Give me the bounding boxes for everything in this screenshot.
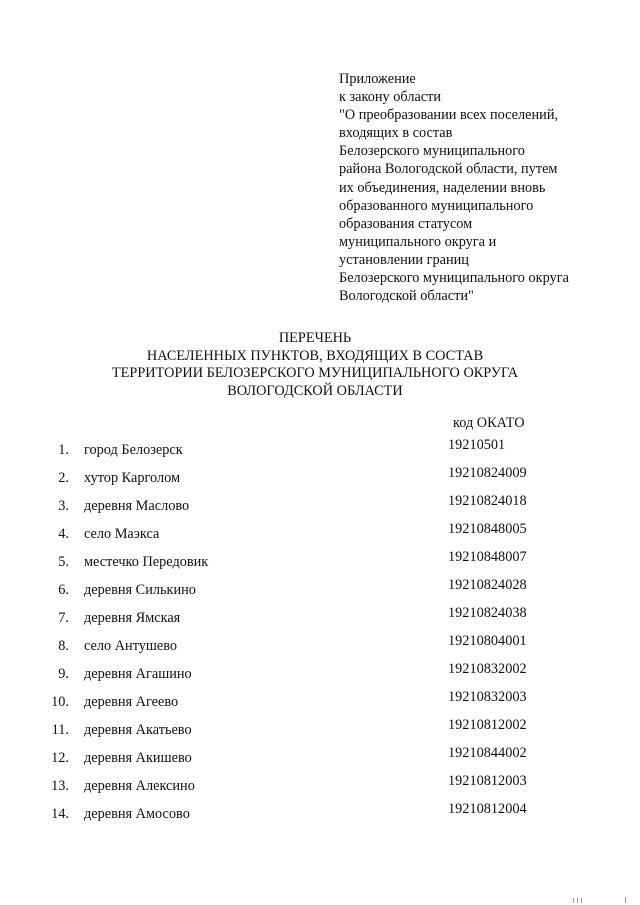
list-item xyxy=(0,493,640,516)
appendix-line: "О преобразовании всех поселений, xyxy=(339,107,559,124)
item-number: 14. xyxy=(51,806,69,822)
appendix-line: к закону области xyxy=(339,89,442,106)
item-number: 8. xyxy=(58,638,69,654)
settlement-name: деревня Ямская xyxy=(84,610,181,626)
list-item xyxy=(0,717,640,740)
settlement-name: село Антушево xyxy=(84,638,178,654)
scan-artifact xyxy=(577,898,578,903)
appendix-line: их объединения, наделении вновь xyxy=(339,179,546,196)
item-number: 10. xyxy=(51,694,69,710)
title-line: ТЕРРИТОРИИ БЕЛОЗЕРСКОГО МУНИЦИПАЛЬНОГО ОКРУГА xyxy=(111,365,519,382)
title-line: ВОЛОГОДСКОЙ ОБЛАСТИ xyxy=(227,382,403,399)
item-number: 7. xyxy=(58,610,69,626)
scan-artifact xyxy=(573,898,574,903)
item-number: 11. xyxy=(51,722,69,738)
list-item xyxy=(0,549,640,572)
okato-code: 19210501 xyxy=(448,437,506,453)
okato-code: 19210824038 xyxy=(448,605,527,621)
item-number: 5. xyxy=(58,554,69,570)
okato-code: 19210804001 xyxy=(448,633,527,649)
settlement-name: деревня Акатьево xyxy=(84,722,192,738)
item-number: 6. xyxy=(58,582,69,598)
okato-code: 19210848005 xyxy=(448,521,527,537)
item-number: 1. xyxy=(58,442,69,458)
okato-code: 19210832003 xyxy=(448,689,527,705)
document-title xyxy=(60,330,570,400)
list-item xyxy=(0,661,640,684)
title-line: ПЕРЕЧЕНЬ xyxy=(278,330,352,346)
list-item xyxy=(0,773,640,796)
okato-code: 19210832002 xyxy=(448,661,527,677)
okato-code: 19210824009 xyxy=(448,465,527,481)
appendix-line: Приложение xyxy=(339,71,416,87)
okato-code: 19210848007 xyxy=(448,549,527,565)
okato-code: 19210844002 xyxy=(448,745,527,761)
okato-code: 19210812003 xyxy=(448,773,527,789)
appendix-line: образования статусом xyxy=(339,215,473,232)
okato-code: 19210812004 xyxy=(448,801,527,817)
list-item xyxy=(0,437,640,460)
list-item xyxy=(0,801,640,824)
item-number: 12. xyxy=(51,750,69,766)
settlement-name: город Белозерск xyxy=(84,442,183,458)
scan-artifact xyxy=(581,898,582,903)
list-item xyxy=(0,745,640,768)
item-number: 4. xyxy=(58,526,69,542)
settlement-name: хутор Карголом xyxy=(84,470,181,486)
title-line: НАСЕЛЕННЫХ ПУНКТОВ, ВХОДЯЩИХ В СОСТАВ xyxy=(146,347,484,364)
appendix-line: образованного муниципального xyxy=(339,197,534,214)
item-number: 2. xyxy=(58,470,69,486)
scan-artifact xyxy=(625,897,626,903)
settlement-name: село Маэкса xyxy=(84,526,160,542)
okato-column-header: код ОКАТО xyxy=(453,415,525,431)
settlement-name: деревня Агашино xyxy=(84,666,192,682)
item-number: 9. xyxy=(58,666,69,682)
okato-code: 19210812002 xyxy=(448,717,527,733)
settlement-name: деревня Маслово xyxy=(84,498,190,514)
settlement-name: деревня Амосово xyxy=(84,806,190,822)
item-number: 3. xyxy=(58,498,69,514)
okato-code: 19210824028 xyxy=(448,577,527,593)
settlement-name: местечко Передовик xyxy=(84,554,209,570)
appendix-line: Белозерского муниципального округа xyxy=(339,270,569,287)
settlement-name: деревня Алексино xyxy=(84,778,195,794)
settlement-name: деревня Агеево xyxy=(84,694,179,710)
appendix-block xyxy=(339,70,619,305)
item-number: 13. xyxy=(51,778,69,794)
okato-code: 19210824018 xyxy=(448,493,527,509)
appendix-line: входящих в состав xyxy=(339,125,453,142)
appendix-line: Белозерского муниципального xyxy=(339,143,525,160)
list-item xyxy=(0,521,640,544)
settlement-name: деревня Силькино xyxy=(84,582,196,598)
settlement-name: деревня Акишево xyxy=(84,750,192,766)
list-item xyxy=(0,577,640,600)
appendix-line: Вологодской области" xyxy=(339,288,474,305)
list-item xyxy=(0,605,640,628)
appendix-line: района Вологодской области, путем xyxy=(339,161,558,178)
list-item xyxy=(0,633,640,656)
appendix-line: муниципального округа и xyxy=(339,233,497,250)
list-item xyxy=(0,689,640,712)
list-item xyxy=(0,465,640,488)
appendix-line: установлении границ xyxy=(339,251,469,268)
